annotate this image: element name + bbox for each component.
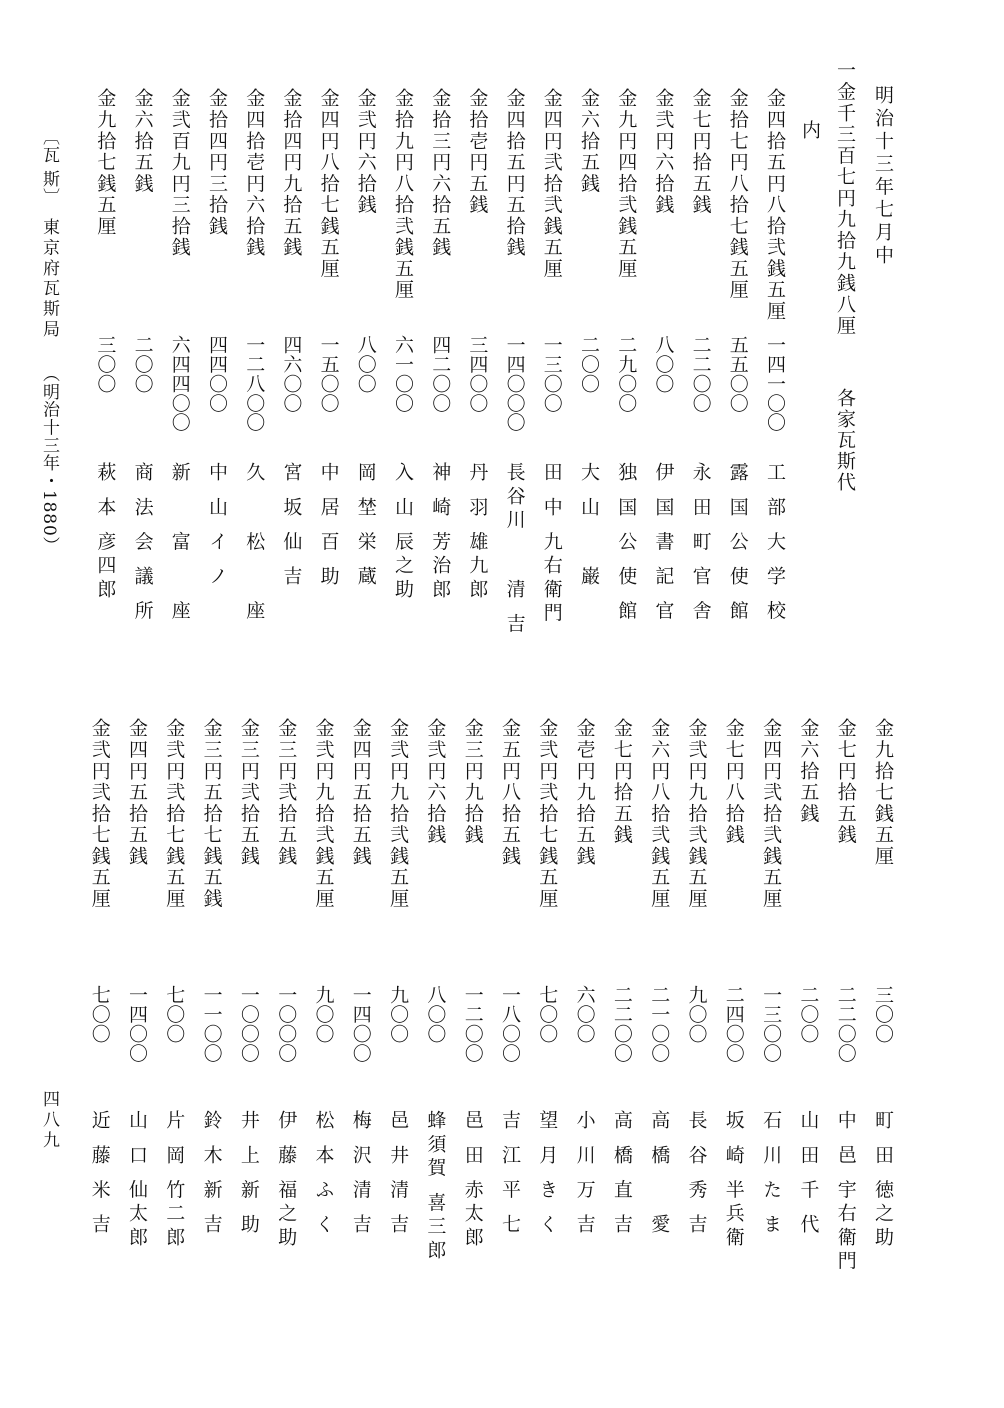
upper-amount: 金弐円六拾銭: [354, 88, 377, 216]
document-title: 各家瓦斯代: [834, 388, 856, 493]
upper-name: 神 崎 芳治郎: [429, 462, 452, 603]
upper-name: 長谷川 清 吉: [503, 462, 526, 637]
upper-amount: 金拾七円八拾七銭五厘: [726, 88, 749, 301]
lower-code: 七〇〇: [88, 985, 111, 1044]
upper-amount: 金拾壱円五銭: [466, 88, 489, 216]
lower-name: 高 橋 直 吉: [610, 1110, 633, 1238]
lower-amount: 金七円拾五銭: [610, 718, 633, 846]
source-label: 東京府瓦斯局: [39, 218, 59, 341]
lower-code: 一二〇〇: [461, 985, 484, 1063]
year-label: （明治十三年・1880）: [39, 365, 59, 555]
lower-name: 井 上 新 助: [237, 1110, 260, 1238]
lower-code: 二二〇〇: [834, 985, 857, 1063]
lower-name: 小 川 万 吉: [573, 1110, 596, 1238]
lower-name: 町 田 徳之助: [872, 1110, 894, 1251]
upper-code: 二二〇〇: [689, 335, 712, 413]
upper-code: 一三〇〇: [540, 335, 563, 413]
upper-code: 八〇〇: [354, 335, 377, 394]
upper-name: 露 国 公 使 館: [726, 462, 749, 624]
lower-amount: 金三円五拾七銭五銭: [200, 718, 223, 910]
lower-code: 二〇〇: [797, 985, 820, 1044]
lower-name: 鈴 木 新 吉: [200, 1110, 223, 1238]
lower-name: 石 川 た ま: [760, 1110, 783, 1238]
upper-amount: 金拾四円九拾五銭: [280, 88, 303, 259]
upper-amount: 金九拾七銭五厘: [94, 88, 117, 237]
upper-code: 一四一〇〇: [764, 335, 786, 432]
lower-amount: 金四円五拾五銭: [349, 718, 372, 867]
lower-name: 中 邑 宇右衛門: [834, 1110, 857, 1275]
lower-code: 二四〇〇: [722, 985, 745, 1063]
upper-code: 一四〇〇〇: [503, 335, 526, 432]
lower-code: 九〇〇: [387, 985, 410, 1044]
lower-amount: 金弐円六拾銭: [424, 718, 447, 846]
lower-code: 三〇〇: [872, 985, 894, 1044]
lower-code: 一四〇〇: [126, 985, 148, 1063]
lower-amount: 金三円九拾銭: [461, 718, 484, 846]
upper-amount: 金弐円六拾銭: [652, 88, 675, 216]
upper-name: 宮 坂 仙 吉: [280, 462, 303, 590]
upper-code: 一二八〇〇: [243, 335, 266, 432]
total-amount: 一金千三百七円九拾九銭八厘: [834, 60, 856, 337]
lower-amount: 金四円弐拾弐銭五厘: [760, 718, 783, 910]
lower-amount: 金弐円弐拾七銭五厘: [163, 718, 186, 910]
lower-name: 山 田 千 代: [797, 1110, 820, 1238]
upper-name: 永 田 町 官 舎: [689, 462, 712, 624]
upper-amount: 金拾九円八拾弐銭五厘: [392, 88, 414, 301]
lower-code: 二二〇〇: [610, 985, 633, 1063]
document-date: 明治十三年七月中: [872, 85, 894, 268]
category-label: 〔瓦 斯〕: [39, 128, 59, 206]
lower-name: 近 藤 米 吉: [88, 1110, 111, 1238]
upper-amount: 金九円四拾弐銭五厘: [615, 88, 638, 280]
lower-amount: 金弐円弐拾七銭五厘: [88, 718, 111, 910]
lower-code: 一〇〇〇: [275, 985, 298, 1063]
upper-name: 久 松 座: [243, 462, 266, 624]
lower-code: 七〇〇: [163, 985, 186, 1044]
upper-name: 独 国 公 使 館: [615, 462, 638, 624]
lower-amount: 金七円拾五銭: [834, 718, 857, 846]
lower-amount: 金弐円弐拾七銭五厘: [536, 718, 559, 910]
breakdown-label: 内: [799, 120, 821, 143]
lower-amount: 金六拾五銭: [797, 718, 820, 825]
lower-name: 高 橋 愛: [648, 1110, 671, 1238]
upper-code: 六四四〇〇: [168, 335, 191, 432]
lower-code: 九〇〇: [312, 985, 335, 1044]
upper-amount: 金七円拾五銭: [689, 88, 712, 216]
upper-code: 二〇〇: [131, 335, 154, 394]
upper-code: 六一〇〇: [392, 335, 414, 413]
lower-name: 吉 江 平 七: [499, 1110, 521, 1238]
page-number: 四八九: [39, 1090, 59, 1152]
upper-code: 四六〇〇: [280, 335, 303, 413]
lower-amount: 金壱円九拾五銭: [573, 718, 596, 867]
upper-name: 商 法 会 議 所: [131, 462, 154, 624]
lower-amount: 金弐円九拾弐銭五厘: [312, 718, 335, 910]
lower-amount: 金弐円九拾弐銭五厘: [387, 718, 410, 910]
lower-name: 邑 田 赤太郎: [461, 1110, 484, 1251]
upper-amount: 金四円八拾七銭五厘: [317, 88, 340, 280]
lower-name: 坂 崎 半兵衛: [722, 1110, 745, 1251]
lower-code: 一〇〇〇: [237, 985, 260, 1063]
lower-name: 梅 沢 清 吉: [349, 1110, 372, 1238]
lower-name: 蜂須賀 喜三郎: [424, 1110, 447, 1264]
lower-code: 一四〇〇: [349, 985, 372, 1063]
upper-code: 五五〇〇: [726, 335, 749, 413]
lower-code: 一八〇〇: [499, 985, 521, 1063]
upper-name: 伊 国 書 記 官: [652, 462, 675, 624]
upper-code: 三四〇〇: [466, 335, 489, 413]
upper-amount: 金四円弐拾弐銭五厘: [540, 88, 563, 280]
lower-amount: 金五円八拾五銭: [499, 718, 521, 867]
lower-amount: 金九拾七銭五厘: [872, 718, 894, 867]
lower-code: 一三〇〇: [760, 985, 783, 1063]
upper-code: 八〇〇: [652, 335, 675, 394]
lower-name: 松 本 ふ く: [312, 1110, 335, 1238]
upper-code: 一五〇〇: [317, 335, 340, 413]
upper-name: 岡 埜 栄 蔵: [354, 462, 377, 590]
upper-code: 四四〇〇: [206, 335, 228, 413]
upper-name: 丹 羽 雄九郎: [466, 462, 489, 603]
lower-name: 伊 藤 福之助: [275, 1110, 298, 1251]
upper-code: 四二〇〇: [429, 335, 452, 413]
lower-code: 七〇〇: [536, 985, 559, 1044]
upper-code: 三〇〇: [94, 335, 117, 394]
upper-name: 工 部 大 学 校: [764, 462, 786, 624]
upper-name: 新 富 座: [168, 462, 191, 624]
upper-amount: 金拾三円六拾五銭: [429, 88, 452, 259]
upper-amount: 金四拾壱円六拾銭: [243, 88, 266, 259]
lower-code: 一一〇〇: [200, 985, 223, 1063]
lower-code: 九〇〇: [685, 985, 708, 1044]
lower-name: 片 岡 竹二郎: [163, 1110, 186, 1251]
lower-name: 望 月 き く: [536, 1110, 559, 1238]
upper-amount: 金弐百九円三拾銭: [168, 88, 191, 259]
upper-name: 萩 本 彦四郎: [94, 462, 117, 603]
upper-code: 二九〇〇: [615, 335, 638, 413]
lower-code: 八〇〇: [424, 985, 447, 1044]
upper-name: 中 山 イ ノ: [206, 462, 228, 590]
lower-amount: 金六円八拾弐銭五厘: [648, 718, 671, 910]
upper-name: 田 中 九右衛門: [540, 462, 563, 627]
lower-amount: 金七円八拾銭: [722, 718, 745, 846]
lower-name: 山 口 仙太郎: [126, 1110, 148, 1251]
upper-name: 大 山 巌: [578, 462, 600, 590]
upper-amount: 金六拾五銭: [131, 88, 154, 195]
upper-amount: 金四拾五円八拾弐銭五厘: [764, 88, 786, 323]
upper-code: 二〇〇: [578, 335, 600, 394]
upper-name: 中 居 百 助: [317, 462, 340, 590]
lower-name: 邑 井 清 吉: [387, 1110, 410, 1238]
lower-amount: 金四円五拾五銭: [126, 718, 148, 867]
upper-amount: 金六拾五銭: [578, 88, 600, 195]
upper-amount: 金拾四円三拾銭: [206, 88, 228, 237]
lower-amount: 金弐円九拾弐銭五厘: [685, 718, 708, 910]
lower-amount: 金三円弐拾五銭: [275, 718, 298, 867]
lower-code: 六〇〇: [573, 985, 596, 1044]
lower-name: 長 谷 秀 吉: [685, 1110, 708, 1238]
upper-name: 入 山 辰之助: [392, 462, 414, 603]
upper-amount: 金四拾五円五拾銭: [503, 88, 526, 259]
lower-code: 二一〇〇: [648, 985, 671, 1063]
lower-amount: 金三円弐拾五銭: [237, 718, 260, 867]
